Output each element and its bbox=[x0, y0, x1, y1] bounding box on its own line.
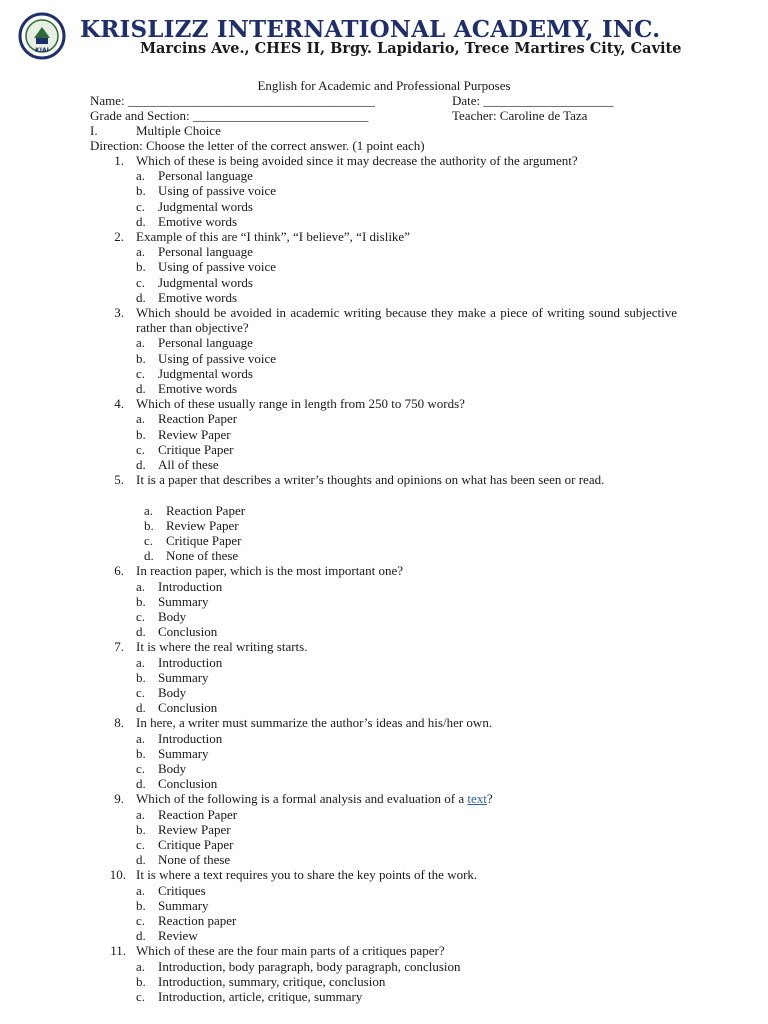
option-text: Conclusion bbox=[158, 776, 218, 792]
option-letter: b. bbox=[136, 745, 146, 761]
answer-option[interactable] bbox=[136, 244, 253, 259]
answer-option[interactable] bbox=[136, 168, 253, 183]
option-text: Emotive words bbox=[158, 381, 238, 396]
option-text: Using of passive voice bbox=[158, 183, 277, 199]
question-text: In here, a writer must summarize the author’s ideas and his/her own. bbox=[136, 715, 493, 731]
option-text: Critique Paper bbox=[166, 533, 242, 548]
school-name: KRISLIZZ INTERNATIONAL ACADEMY, INC. bbox=[80, 16, 661, 43]
option-text: Using of passive voice bbox=[158, 259, 277, 275]
answer-option[interactable] bbox=[136, 259, 276, 274]
question-number: 2. bbox=[114, 229, 124, 244]
question-number: 8. bbox=[114, 715, 124, 731]
option-text: Review Paper bbox=[158, 426, 231, 442]
option-letter: a. bbox=[136, 244, 146, 260]
answer-option[interactable] bbox=[136, 761, 186, 776]
option-text: Emotive words bbox=[158, 213, 238, 229]
answer-option[interactable] bbox=[136, 655, 222, 670]
option-letter: c. bbox=[136, 198, 146, 214]
date-field[interactable]: Date: ____________________ bbox=[452, 93, 614, 108]
answer-option[interactable] bbox=[136, 913, 236, 928]
answer-option[interactable] bbox=[136, 579, 222, 594]
question-number: 6. bbox=[114, 563, 124, 579]
option-text: Summary bbox=[158, 669, 209, 685]
answer-option[interactable] bbox=[136, 731, 222, 746]
answer-option[interactable] bbox=[136, 974, 385, 989]
option-text: Reaction paper bbox=[158, 913, 237, 928]
option-letter: d. bbox=[136, 624, 146, 640]
answer-option[interactable] bbox=[144, 503, 245, 518]
school-header bbox=[14, 10, 754, 58]
question-number: 1. bbox=[114, 153, 124, 168]
answer-option[interactable] bbox=[136, 959, 461, 974]
answer-option[interactable] bbox=[136, 852, 230, 867]
option-text: Judgmental words bbox=[158, 274, 253, 290]
option-letter: c. bbox=[136, 274, 146, 290]
option-letter: b. bbox=[136, 973, 146, 989]
option-text: Body bbox=[158, 685, 187, 700]
answer-option[interactable] bbox=[136, 989, 362, 1004]
school-address: Marcins Ave., CHES II, Brgy. Lapidario, Trece Martires City, Cavite bbox=[140, 40, 682, 57]
logo-text: KIAI bbox=[35, 47, 49, 54]
option-letter: b. bbox=[136, 259, 146, 275]
question-text: Which of these are the four main parts of a critiques paper? bbox=[136, 943, 445, 959]
option-letter: a. bbox=[136, 958, 146, 974]
answer-option[interactable] bbox=[136, 883, 206, 898]
option-letter: c. bbox=[136, 761, 146, 776]
question-number: 5. bbox=[114, 472, 124, 488]
answer-option[interactable] bbox=[136, 670, 209, 685]
option-text: Summary bbox=[158, 897, 209, 913]
option-letter: c. bbox=[136, 837, 146, 852]
section-title: Multiple Choice bbox=[136, 123, 221, 138]
question-text: Which of these usually range in length from 250 to 750 words? bbox=[136, 396, 465, 412]
school-seal-icon bbox=[18, 12, 66, 60]
question-number: 11. bbox=[110, 943, 126, 959]
option-text: Reaction Paper bbox=[158, 806, 238, 822]
subject-title: English for Academic and Professional Purposes bbox=[257, 78, 511, 93]
question-text: Which of these is being avoided since it may decrease the authority of the argument? bbox=[136, 153, 578, 168]
option-text: Introduction bbox=[158, 654, 223, 670]
answer-option[interactable] bbox=[136, 183, 276, 198]
option-text: Personal language bbox=[158, 244, 253, 260]
option-letter: c. bbox=[136, 609, 146, 624]
option-letter: d. bbox=[136, 700, 146, 716]
answer-option[interactable] bbox=[144, 518, 239, 533]
option-text: Using of passive voice bbox=[158, 350, 277, 366]
option-text: None of these bbox=[158, 852, 231, 868]
answer-option[interactable] bbox=[136, 746, 209, 761]
option-text: Review Paper bbox=[166, 517, 239, 533]
teacher-label: Teacher: Caroline de Taza bbox=[452, 108, 588, 123]
answer-option[interactable] bbox=[136, 290, 237, 305]
option-text: Reaction Paper bbox=[166, 502, 246, 518]
answer-option[interactable] bbox=[136, 898, 209, 913]
option-letter: a. bbox=[136, 578, 146, 594]
option-letter: c. bbox=[136, 989, 146, 1004]
name-field[interactable]: Name: ______________________________________ bbox=[90, 93, 375, 108]
option-text: Personal language bbox=[158, 168, 253, 184]
direction-text: Direction: Choose the letter of the correct answer. (1 point each) bbox=[90, 138, 425, 153]
answer-option[interactable] bbox=[136, 199, 253, 214]
option-letter: d. bbox=[144, 548, 154, 564]
question-number: 7. bbox=[114, 639, 124, 655]
option-text: Judgmental words bbox=[158, 365, 253, 381]
option-letter: b. bbox=[136, 821, 146, 837]
option-letter: b. bbox=[136, 669, 146, 685]
option-text: Introduction bbox=[158, 578, 223, 594]
answer-option[interactable] bbox=[136, 366, 253, 381]
option-letter: a. bbox=[144, 502, 154, 518]
answer-option[interactable] bbox=[136, 685, 186, 700]
question-text: It is a paper that describes a writer’s thoughts and opinions on what has been seen or read. bbox=[136, 472, 605, 488]
answer-option[interactable] bbox=[136, 776, 217, 791]
answer-option[interactable] bbox=[136, 457, 219, 472]
option-text: Review bbox=[158, 928, 198, 944]
question-text: Example of this are “I think”, “I believe”, “I dislike” bbox=[136, 229, 410, 244]
grade-section-field[interactable]: Grade and Section: ___________________________ bbox=[90, 108, 369, 123]
option-letter: b. bbox=[136, 350, 146, 366]
answer-option[interactable] bbox=[136, 275, 253, 290]
option-letter: d. bbox=[136, 213, 146, 229]
option-text: Summary bbox=[158, 593, 209, 609]
answer-option[interactable] bbox=[144, 533, 241, 548]
answer-option[interactable] bbox=[136, 411, 237, 426]
question-number: 3. bbox=[114, 305, 124, 320]
option-text: Conclusion bbox=[158, 624, 218, 640]
option-letter: d. bbox=[136, 776, 146, 792]
answer-option[interactable] bbox=[136, 351, 276, 366]
answer-option[interactable] bbox=[144, 548, 238, 563]
section-number: I. bbox=[90, 123, 98, 138]
option-letter: c. bbox=[144, 533, 154, 548]
option-text: All of these bbox=[158, 457, 219, 472]
option-letter: b. bbox=[136, 426, 146, 442]
option-letter: d. bbox=[136, 289, 146, 305]
option-letter: d. bbox=[136, 381, 146, 396]
question-text bbox=[136, 791, 677, 806]
option-letter: a. bbox=[136, 806, 146, 822]
option-letter: c. bbox=[136, 685, 146, 700]
option-letter: c. bbox=[136, 913, 146, 928]
option-text: Introduction bbox=[158, 730, 223, 746]
option-letter: a. bbox=[136, 168, 146, 184]
option-letter: b. bbox=[136, 183, 146, 199]
option-letter: a. bbox=[136, 730, 146, 746]
option-text: Emotive words bbox=[158, 289, 238, 305]
answer-option[interactable] bbox=[136, 442, 233, 457]
option-letter: c. bbox=[136, 441, 146, 457]
answer-option[interactable] bbox=[136, 624, 217, 639]
question-text-before: Which of the following is a formal analysis and evaluation of a bbox=[136, 791, 468, 807]
option-text: Critique Paper bbox=[158, 837, 234, 852]
answer-option[interactable] bbox=[136, 594, 209, 609]
answer-option[interactable] bbox=[136, 335, 253, 350]
option-letter: d. bbox=[136, 852, 146, 868]
option-text: Introduction, body paragraph, body paragraph, conclusion bbox=[158, 958, 461, 974]
answer-option[interactable] bbox=[136, 700, 217, 715]
answer-option[interactable] bbox=[136, 214, 237, 229]
option-text: Judgmental words bbox=[158, 198, 253, 214]
question-number: 9. bbox=[114, 791, 124, 807]
question-text: It is where the real writing starts. bbox=[136, 639, 308, 655]
option-letter: b. bbox=[144, 517, 154, 533]
question-text: Which should be avoided in academic writing because they make a piece of writing sound subjective rather than objective? bbox=[136, 305, 677, 336]
option-text: Critiques bbox=[158, 882, 206, 898]
option-text: Introduction, summary, critique, conclusion bbox=[158, 973, 386, 989]
answer-option[interactable] bbox=[136, 609, 186, 624]
option-text: Introduction, article, critique, summary bbox=[158, 989, 363, 1004]
answer-option[interactable] bbox=[136, 822, 231, 837]
answer-option[interactable] bbox=[136, 837, 233, 852]
option-text: Conclusion bbox=[158, 700, 218, 716]
question-number: 4. bbox=[114, 396, 124, 412]
option-text: Review Paper bbox=[158, 821, 231, 837]
question-text-after: ? bbox=[486, 791, 493, 807]
option-letter: a. bbox=[136, 335, 146, 351]
answer-option[interactable] bbox=[136, 381, 237, 396]
option-text: Summary bbox=[158, 745, 209, 761]
question-text: In reaction paper, which is the most important one? bbox=[136, 563, 403, 579]
answer-option[interactable] bbox=[136, 928, 198, 943]
answer-option[interactable] bbox=[136, 427, 231, 442]
option-text: Reaction Paper bbox=[158, 411, 238, 427]
text-link[interactable]: text bbox=[467, 791, 487, 807]
option-letter: a. bbox=[136, 411, 146, 427]
question-text: It is where a text requires you to share the key points of the work. bbox=[136, 867, 478, 883]
option-text: Body bbox=[158, 761, 187, 776]
answer-option[interactable] bbox=[136, 807, 237, 822]
option-text: None of these bbox=[166, 548, 239, 564]
option-text: Body bbox=[158, 609, 187, 624]
option-letter: d. bbox=[136, 457, 146, 472]
option-text: Personal language bbox=[158, 335, 253, 351]
option-letter: c. bbox=[136, 365, 146, 381]
option-text: Critique Paper bbox=[158, 441, 234, 457]
option-letter: a. bbox=[136, 654, 146, 670]
option-letter: d. bbox=[136, 928, 146, 944]
option-letter: a. bbox=[136, 882, 146, 898]
option-letter: b. bbox=[136, 593, 146, 609]
question-number: 10. bbox=[109, 867, 126, 883]
option-letter: b. bbox=[136, 897, 146, 913]
